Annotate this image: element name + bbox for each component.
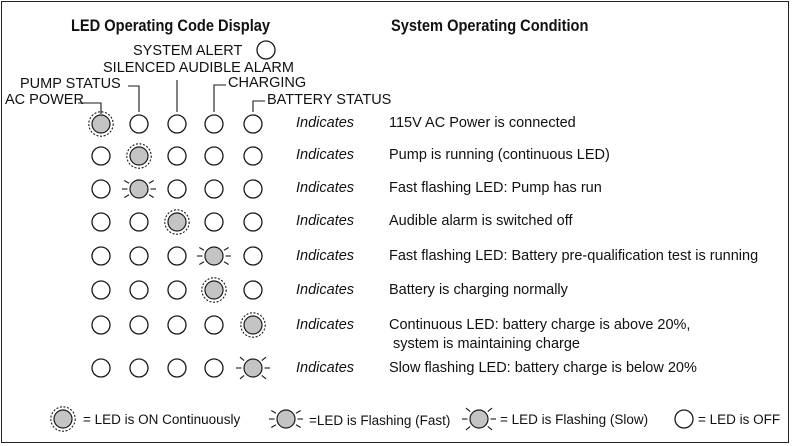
led-r6-c3 (168, 281, 186, 299)
led-r3-c5 (244, 180, 262, 198)
label-battery-status: BATTERY STATUS (267, 92, 392, 108)
led-r6-c5 (244, 281, 262, 299)
system-condition-header: System Operating Condition (391, 16, 589, 35)
indicates-label: Indicates (296, 180, 355, 196)
led-r2-c2 (127, 144, 151, 168)
leader-charging (214, 85, 226, 112)
condition-text: Slow flashing LED: battery charge is below 20% (389, 360, 697, 376)
condition-text: Fast flashing LED: Pump has run (389, 180, 602, 196)
led-r5-c3 (168, 247, 186, 265)
leader-pump-status (128, 86, 139, 112)
indicates-label: Indicates (296, 213, 355, 229)
led-r3-c3 (168, 180, 186, 198)
indicates-label: Indicates (296, 282, 355, 298)
indicates-label: Indicates (296, 317, 355, 333)
led-r1-c2 (130, 115, 148, 133)
led-r5-c2 (130, 247, 148, 265)
led-r2-c3 (168, 147, 186, 165)
led-r3-c4 (205, 180, 223, 198)
led-r4-c5 (244, 213, 262, 231)
led-r4-c4 (205, 213, 223, 231)
condition-text: Continuous LED: battery charge is above 20%, (389, 317, 691, 333)
led-r1-c5 (244, 115, 262, 133)
legend-off-icon (675, 410, 693, 428)
indicates-label: Indicates (296, 147, 355, 163)
indicates-label: Indicates (296, 248, 355, 264)
indicates-label: Indicates (296, 360, 355, 376)
condition-text: Audible alarm is switched off (389, 213, 573, 229)
legend-fast-label: =LED is Flashing (Fast) (309, 413, 451, 428)
condition-text: Pump is running (continuous LED) (389, 147, 610, 163)
label-pump-status: PUMP STATUS (20, 76, 121, 92)
label-ac-power: AC POWER (5, 92, 84, 108)
led-r8-c2 (130, 359, 148, 377)
led-r6-c2 (130, 281, 148, 299)
condition-text: Fast flashing LED: Battery pre-qualification test is running (389, 248, 759, 264)
led-r8-c3 (168, 359, 186, 377)
legend-slow-label: = LED is Flashing (Slow) (500, 412, 649, 427)
led-r3-c1 (92, 180, 110, 198)
legend-slow-icon (462, 408, 496, 430)
led-r1-c3 (168, 115, 186, 133)
label-silenced-audible-alarm: SILENCED AUDIBLE ALARM (103, 60, 294, 76)
led-r7-c3 (168, 316, 186, 334)
led-r7-c4 (205, 316, 223, 334)
led-r4-c3 (165, 210, 189, 234)
led-r1-c4 (205, 115, 223, 133)
legend-on-icon (51, 407, 75, 431)
led-r7-c1 (92, 316, 110, 334)
led-r5-c1 (92, 247, 110, 265)
leader-battery-status (253, 101, 265, 112)
indicates-label: Indicates (296, 115, 355, 131)
label-charging: CHARGING (228, 75, 307, 91)
led-r4-c2 (130, 213, 148, 231)
led-r7-c5 (241, 313, 265, 337)
led-r8-c5 (236, 357, 270, 379)
led-r2-c5 (244, 147, 262, 165)
legend-off-label: = LED is OFF (698, 412, 781, 427)
label-system-alert: SYSTEM ALERT (133, 43, 243, 59)
led-r6-c1 (92, 281, 110, 299)
led-r8-c4 (205, 359, 223, 377)
led-r6-c4 (202, 278, 226, 302)
led-r1-c1 (89, 112, 113, 136)
led-r8-c1 (92, 359, 110, 377)
condition-text-line2: system is maintaining charge (393, 336, 580, 352)
led-r2-c1 (92, 147, 110, 165)
legend-on-label: = LED is ON Continuously (83, 412, 241, 427)
led-r2-c4 (205, 147, 223, 165)
system-alert-indicator (257, 41, 275, 59)
led-r3-c2 (122, 180, 156, 198)
leader-ac-power (78, 103, 101, 114)
led-r5-c5 (244, 247, 262, 265)
led-r7-c2 (130, 316, 148, 334)
led-r5-c4 (197, 247, 231, 265)
condition-text: 115V AC Power is connected (389, 115, 576, 131)
led-display-header: LED Operating Code Display (71, 16, 271, 35)
condition-text: Battery is charging normally (389, 282, 568, 298)
legend-fast-icon (269, 410, 303, 428)
led-r4-c1 (92, 213, 110, 231)
